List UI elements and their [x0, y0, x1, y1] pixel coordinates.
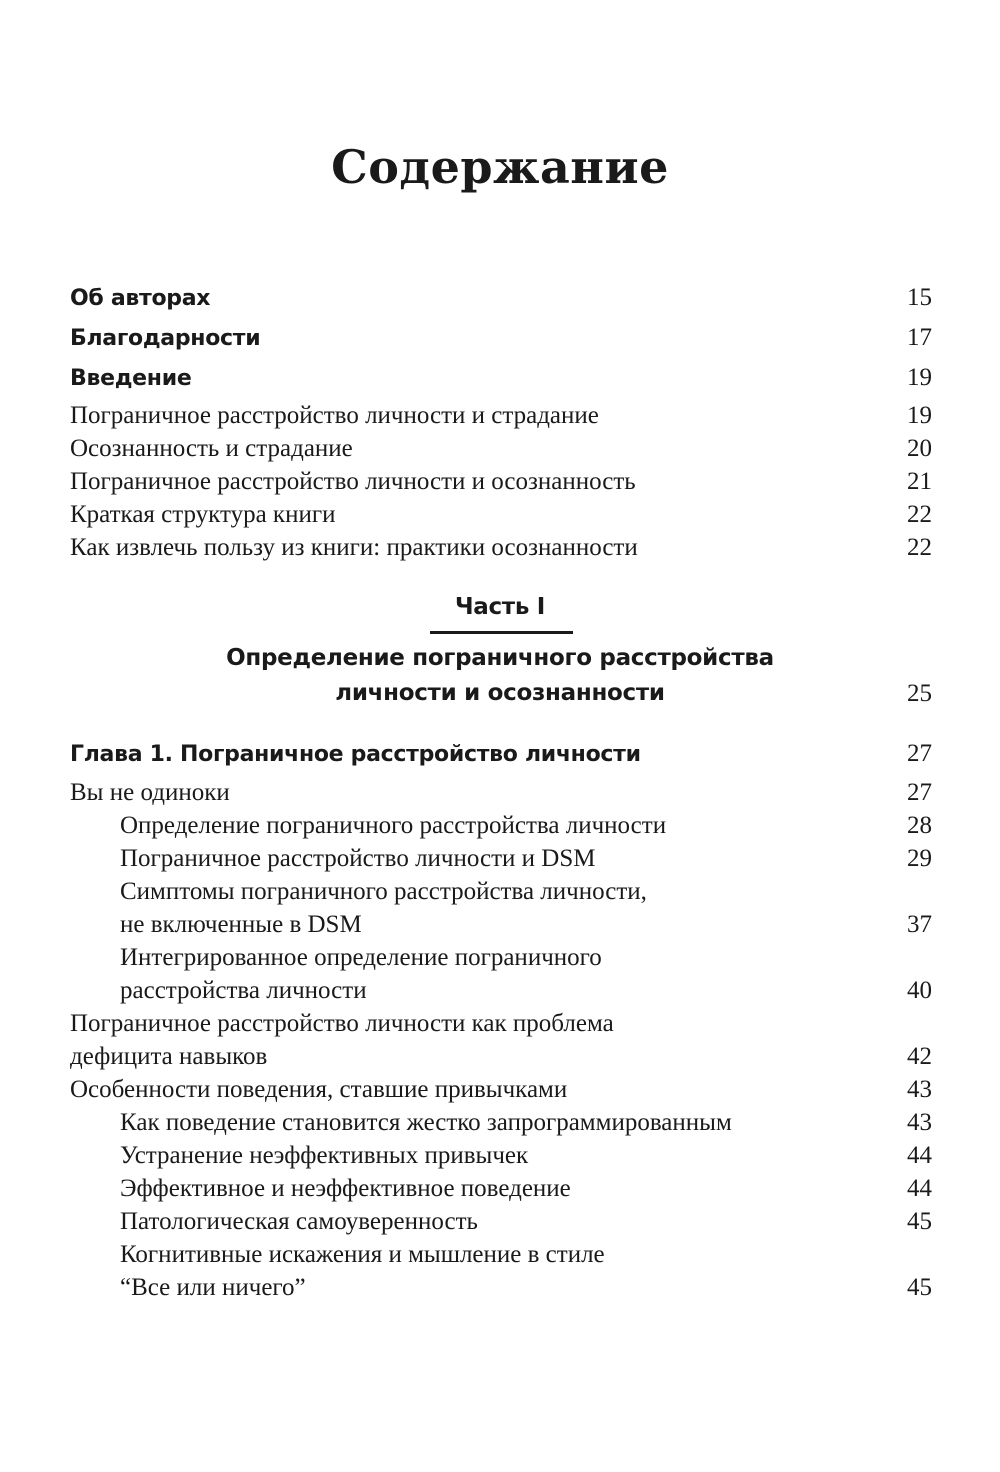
toc-entry-page: 44 [907, 1142, 932, 1169]
toc-entry[interactable] [70, 1010, 932, 1042]
toc-entry-page: 28 [907, 812, 932, 839]
toc-entry-page: 19 [907, 364, 932, 391]
toc-entry-label: Когнитивные искажения и мышление в стиле [120, 1241, 605, 1268]
toc-entry-label: расстройства личности [120, 977, 367, 1004]
toc-entry-page: 29 [907, 845, 932, 872]
toc-entry-label: Определение пограничного расстройства личности [120, 812, 667, 839]
toc-subentry[interactable] [70, 812, 932, 844]
toc-entry-label: Пограничное расстройство личности как проблема [70, 1010, 614, 1037]
toc-entry-label: Патологическая самоуверенность [120, 1208, 478, 1235]
toc-subentry[interactable] [70, 845, 932, 877]
toc-entry-label: Интегрированное определение пограничного [120, 944, 602, 971]
toc-entry-label: Краткая структура книги [70, 501, 336, 528]
toc-entry-page: 19 [907, 402, 932, 429]
toc-subentry[interactable] [70, 1274, 932, 1306]
toc-entry-page: 15 [907, 284, 932, 311]
toc-entry-label: Вы не одиноки [70, 779, 230, 806]
toc-entry-page: 21 [907, 468, 932, 495]
toc-subentry[interactable] [70, 1109, 932, 1141]
toc-entry-page: 43 [907, 1109, 932, 1136]
toc-entry[interactable] [70, 1043, 932, 1075]
toc-entry-label: Как извлечь пользу из книги: практики осознанности [70, 534, 638, 561]
toc-entry-label: Эффективное и неэффективное поведение [120, 1175, 571, 1202]
toc-entry-acknowledgements[interactable] [70, 324, 932, 356]
toc-subentry[interactable] [70, 878, 932, 910]
toc-entry-page: 37 [907, 911, 932, 938]
toc-entry-label: Пограничное расстройство личности и DSM [120, 845, 596, 872]
toc-entry-page: 45 [907, 1274, 932, 1301]
toc-entry-label: Введение [70, 366, 192, 391]
toc-entry-label: не включенные в DSM [120, 911, 362, 938]
toc-entry-page: 44 [907, 1175, 932, 1202]
toc-subentry[interactable] [70, 911, 932, 943]
part-label: Часть I [454, 594, 546, 620]
toc-entry-label: Устранение неэффективных привычек [120, 1142, 529, 1169]
toc-entry-introduction[interactable] [70, 364, 932, 396]
toc-subentry[interactable] [70, 1175, 932, 1207]
toc-entry[interactable] [70, 435, 932, 467]
toc-entry-page: 40 [907, 977, 932, 1004]
toc-entry-label: Благодарности [70, 326, 261, 351]
toc-entry[interactable] [70, 779, 932, 811]
toc-entry-label: Пограничное расстройство личности и страдание [70, 402, 599, 429]
toc-entry-page: 20 [907, 435, 932, 462]
toc-subentry[interactable] [70, 1208, 932, 1240]
part-page: 25 [907, 680, 932, 707]
toc-entry-label: Пограничное расстройство личности и осознанность [70, 468, 636, 495]
toc-entry[interactable] [70, 534, 932, 566]
toc-entry-label: “Все или ничего” [120, 1274, 306, 1301]
toc-entry-page: 27 [907, 740, 932, 767]
toc-entry-page: 17 [907, 324, 932, 351]
toc-subentry[interactable] [70, 1142, 932, 1174]
toc-entry-label: Симптомы пограничного расстройства личности, [120, 878, 647, 905]
toc-entry-chapter-1[interactable] [70, 740, 932, 772]
toc-entry[interactable] [70, 501, 932, 533]
toc-entry[interactable] [70, 1076, 932, 1108]
toc-entry-label: Осознанность и страдание [70, 435, 353, 462]
toc-entry-label: Как поведение становится жестко запрограммированным [120, 1109, 732, 1136]
toc-entry-page: 22 [907, 534, 932, 561]
toc-entry[interactable] [70, 468, 932, 500]
toc-entry-page: 22 [907, 501, 932, 528]
toc-entry-label: дефицита навыков [70, 1043, 268, 1070]
toc-entry-about-authors[interactable] [70, 284, 932, 316]
toc-entry-label: Особенности поведения, ставшие привычками [70, 1076, 568, 1103]
part-title-line-1: Определение пограничного расстройства [226, 645, 774, 671]
toc-entry-page: 45 [907, 1208, 932, 1235]
toc-entry[interactable] [70, 402, 932, 434]
part-underline [430, 631, 573, 634]
part-title-line-2: личности и осознанности [335, 680, 665, 706]
page-title: Содержание [331, 140, 669, 194]
toc-entry-page: 43 [907, 1076, 932, 1103]
toc-entry-page: 42 [907, 1043, 932, 1070]
toc-subentry[interactable] [70, 944, 932, 976]
toc-subentry[interactable] [70, 1241, 932, 1273]
toc-subentry[interactable] [70, 977, 932, 1009]
toc-entry-label: Глава 1. Пограничное расстройство личности [70, 742, 641, 767]
toc-entry-label: Об авторах [70, 286, 211, 311]
toc-entry-page: 27 [907, 779, 932, 806]
